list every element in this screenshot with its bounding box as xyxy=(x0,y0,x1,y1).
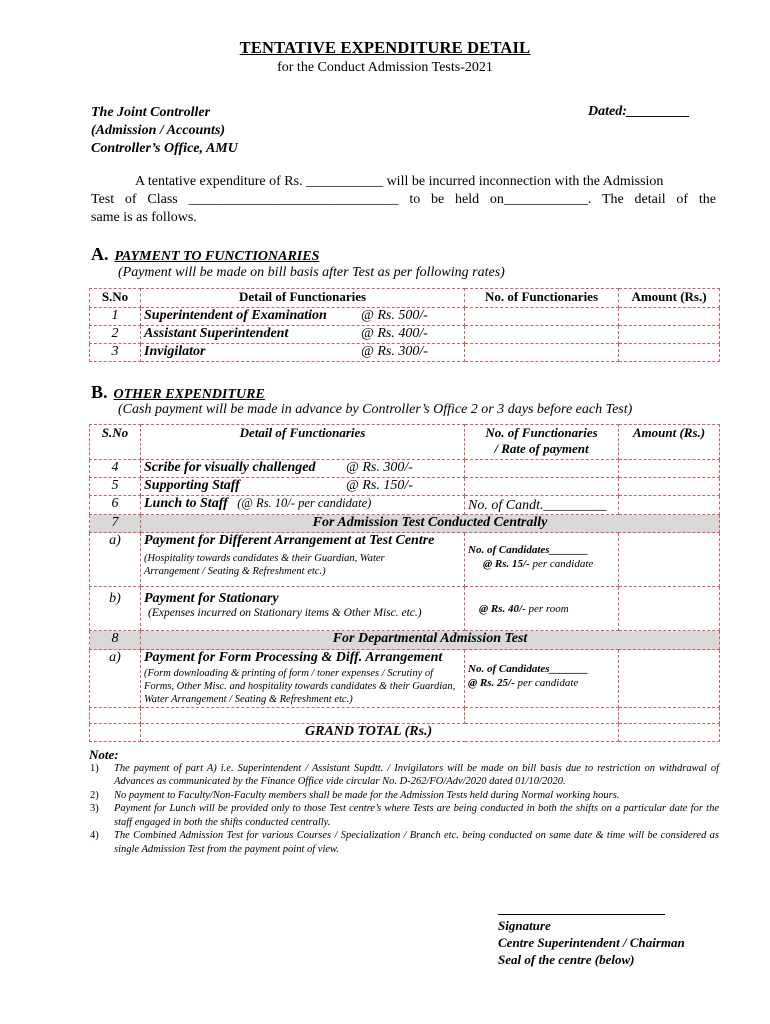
row-amount-cell xyxy=(619,326,720,344)
notes-list xyxy=(89,762,719,857)
table-row-group-header xyxy=(90,631,720,650)
row-detail: Assistant Superintendent xyxy=(144,326,289,341)
note-text: No payment to Faculty/Non-Faculty members shall be made for the Admission Tests held during Normal working hours. xyxy=(114,789,620,801)
row-sno: b) xyxy=(90,587,141,631)
row-detail: Superintendent of Examination xyxy=(144,308,327,323)
col-header-amount: Amount (Rs.) xyxy=(619,425,720,460)
row-detail-cell xyxy=(141,344,465,362)
group-label: For Departmental Admission Test xyxy=(141,631,720,650)
row-count-cell xyxy=(465,533,619,587)
section-b-heading xyxy=(91,382,265,403)
row-amount-cell xyxy=(619,344,720,362)
row-count-cell xyxy=(465,460,619,478)
section-a-subheading: (Payment will be made on bill basis after Test as per following rates) xyxy=(118,265,505,280)
note-text: The payment of part A) i.e. Superintendent / Assistant Supdtt. / Invigilators will be made on bill basis due to restriction on withdrawal of Advances as communicated by the Finance Office vide circular No. D-262/FO/Adv/2020 dated 01/10/2020. xyxy=(114,762,719,787)
row-detail: Scribe for visually challenged xyxy=(144,460,316,475)
col-header-amount: Amount (Rs.) xyxy=(619,289,720,308)
table-row xyxy=(90,650,720,708)
row-count-cell xyxy=(465,326,619,344)
section-a-heading xyxy=(91,244,319,265)
grand-total-label: GRAND TOTAL (Rs.) xyxy=(141,724,619,742)
row-rate-value: @ Rs. 40/- xyxy=(479,603,526,615)
col-header-detail: Detail of Functionaries xyxy=(141,425,465,460)
row-detail-cell xyxy=(141,460,465,478)
row-amount-cell xyxy=(619,587,720,631)
row-detail: Payment for Different Arrangement at Test Centre xyxy=(144,533,435,548)
note-text: The Combined Admission Test for various Courses / Specialization / Branch etc. being conducted on same date & time will be considered as single Admission Test from the payment point of view. xyxy=(114,830,719,855)
row-amount-cell xyxy=(619,708,720,724)
row-detail-cell xyxy=(141,478,465,496)
row-detail-cell xyxy=(141,533,465,587)
section-a-title: PAYMENT TO FUNCTIONARIES xyxy=(114,249,320,264)
row-rate-value: @ Rs. 25/- xyxy=(468,677,515,689)
row-sno: 6 xyxy=(90,496,141,515)
row-note: (Hospitality towards candidates & their Guardian, Water Arrangement / Seating & Refreshment etc.) xyxy=(144,553,385,577)
row-rate: @ Rs. 300/- xyxy=(346,460,413,475)
functionaries-table xyxy=(89,288,720,362)
intro-line-1: A tentative expenditure of Rs. ___________ will be incurred inconnection with the Admission xyxy=(135,174,664,189)
row-rate: @ Rs. 150/- xyxy=(346,478,413,493)
intro-paragraph xyxy=(91,173,716,227)
row-sno: 7 xyxy=(90,515,141,533)
note-number: 4) xyxy=(90,830,99,841)
row-sno: 3 xyxy=(90,344,141,362)
row-sno: 2 xyxy=(90,326,141,344)
col-header-sno: S.No xyxy=(90,425,141,460)
row-amount-cell xyxy=(619,650,720,708)
row-detail: Payment for Stationary xyxy=(144,591,279,606)
row-sno: 8 xyxy=(90,631,141,650)
notes-heading: Note: xyxy=(89,747,119,762)
row-rate-unit: per room xyxy=(525,603,569,615)
note-text: Payment for Lunch will be provided only to those Test centre’s where Tests are being conducted in both the shifts on a particular date for the staff engaged in both the shifts conducted centrally. xyxy=(114,803,719,828)
note-number: 3) xyxy=(90,803,99,814)
row-rate xyxy=(479,603,569,615)
row-rate-value: @ Rs. 15/- xyxy=(483,558,530,570)
row-detail-cell xyxy=(141,587,465,631)
signature-seal-label: Seal of the centre (below) xyxy=(498,952,635,967)
row-rate: @ Rs. 500/- xyxy=(361,308,428,323)
intro-line-2: Test of Class ______________________________ to be held on____________. The detail of the xyxy=(91,192,716,207)
signature-designation: Centre Superintendent / Chairman xyxy=(498,935,685,950)
row-amount-cell xyxy=(619,478,720,496)
table-row xyxy=(90,533,720,587)
document-title: TENTATIVE EXPENDITURE DETAIL xyxy=(239,38,531,57)
table-row xyxy=(90,326,720,344)
note-item xyxy=(89,802,719,829)
note-number: 2) xyxy=(90,789,99,801)
row-count: No. of Candidates_______ xyxy=(468,544,589,556)
row-rate-unit: per candidate xyxy=(529,558,594,570)
section-a-letter: A. xyxy=(91,244,109,264)
row-count-cell xyxy=(465,308,619,326)
row-rate xyxy=(468,676,615,690)
row-sno: a) xyxy=(90,533,141,587)
col-header-count xyxy=(465,425,619,460)
row-rate-unit: per candidate xyxy=(514,677,579,689)
addressee-block xyxy=(91,104,238,158)
signature-label: Signature xyxy=(498,918,551,933)
row-amount-cell xyxy=(619,460,720,478)
row-detail-cell xyxy=(141,308,465,326)
row-sno xyxy=(90,724,141,742)
table-row xyxy=(90,344,720,362)
section-b-subheading: (Cash payment will be made in advance by Controller’s Office 2 or 3 days before each Test) xyxy=(118,402,633,417)
note-number: 1) xyxy=(90,762,99,774)
signature-line xyxy=(498,914,665,915)
dated-field: Dated:_________ xyxy=(588,104,690,119)
row-detail: Lunch to Staff xyxy=(144,496,228,511)
row-count-cell xyxy=(465,650,619,708)
row-sno xyxy=(90,708,141,724)
grand-total-amount-cell xyxy=(619,724,720,742)
addressee-line-3: Controller’s Office, AMU xyxy=(91,141,238,156)
col-header-count: No. of Functionaries xyxy=(465,289,619,308)
addressee-line-2: (Admission / Accounts) xyxy=(91,123,226,138)
row-detail-cell xyxy=(141,496,465,515)
table-row xyxy=(90,460,720,478)
section-b-letter: B. xyxy=(91,382,108,402)
note-item xyxy=(89,762,719,789)
row-sno: 4 xyxy=(90,460,141,478)
row-sno: 1 xyxy=(90,308,141,326)
row-detail: Payment for Form Processing & Diff. Arrangement xyxy=(144,650,443,665)
row-note: (Expenses incurred on Stationary items & Other Misc. etc.) xyxy=(148,607,422,619)
row-rate: (@ Rs. 10/- per candidate) xyxy=(237,496,372,510)
signature-block xyxy=(498,917,685,968)
table-row xyxy=(90,708,720,724)
row-rate: @ Rs. 300/- xyxy=(361,344,428,359)
table-row xyxy=(90,496,720,515)
table-row xyxy=(90,587,720,631)
row-detail: Supporting Staff xyxy=(144,478,240,493)
note-item xyxy=(89,789,719,803)
row-sno: 5 xyxy=(90,478,141,496)
row-note: (Form downloading & printing of form / toner expenses / Scrutiny of Forms, Other Misc. and hospitality towards candidates & their Guardian, Water Arrangement / Seating & Refreshment etc.) xyxy=(144,668,456,705)
table-row-group-header xyxy=(90,515,720,533)
row-detail-cell xyxy=(141,708,465,724)
note-item xyxy=(89,829,719,856)
col-header-count-line1: No. of Functionaries xyxy=(485,425,598,440)
other-expenditure-table xyxy=(89,424,720,742)
row-count-cell xyxy=(465,344,619,362)
table-row xyxy=(90,308,720,326)
row-amount-cell xyxy=(619,533,720,587)
row-rate xyxy=(468,557,615,571)
row-amount-cell xyxy=(619,308,720,326)
row-detail-cell xyxy=(141,650,465,708)
grand-total-row xyxy=(90,724,720,742)
row-count-cell: No. of Candt._________ xyxy=(465,496,619,515)
row-detail-cell xyxy=(141,326,465,344)
row-amount-cell xyxy=(619,496,720,515)
addressee-line-1: The Joint Controller xyxy=(91,105,211,120)
intro-line-3: same is as follows. xyxy=(91,210,197,225)
row-count-cell xyxy=(465,708,619,724)
row-rate: @ Rs. 400/- xyxy=(361,326,428,341)
group-label: For Admission Test Conducted Centrally xyxy=(141,515,720,533)
row-detail: Invigilator xyxy=(144,344,206,359)
table-row xyxy=(90,478,720,496)
document-subtitle: for the Conduct Admission Tests-2021 xyxy=(277,60,493,75)
col-header-sno: S.No xyxy=(90,289,141,308)
row-count-cell xyxy=(465,478,619,496)
row-sno: a) xyxy=(90,650,141,708)
col-header-count-line2: / Rate of payment xyxy=(494,441,589,456)
notes-block xyxy=(89,748,719,856)
row-count: No. of Candidates_______ xyxy=(468,663,589,675)
row-count-cell xyxy=(465,587,619,631)
col-header-detail: Detail of Functionaries xyxy=(141,289,465,308)
section-b-title: OTHER EXPENDITURE xyxy=(113,387,265,402)
